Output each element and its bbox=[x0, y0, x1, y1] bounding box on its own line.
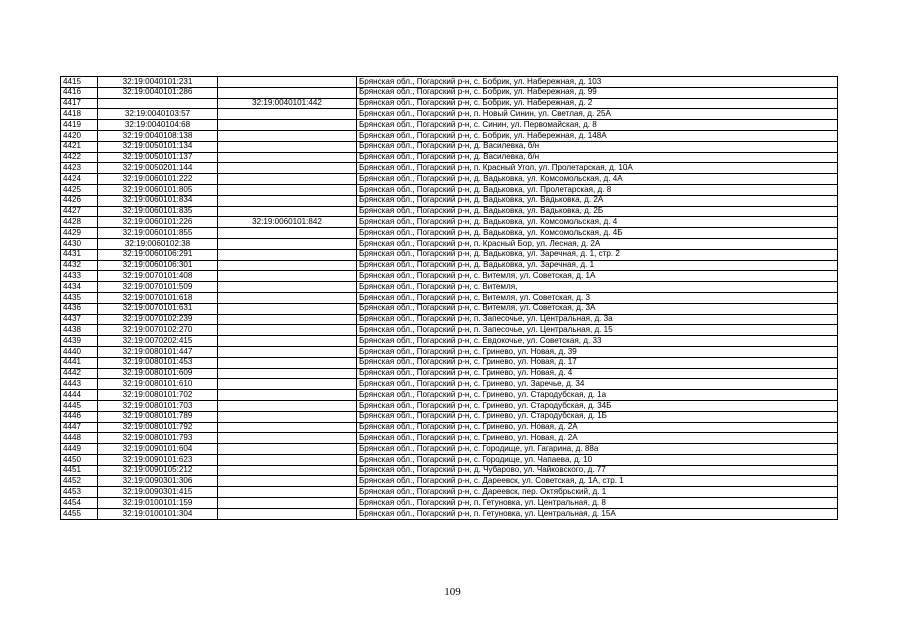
address-cell: Брянская обл., Погарский р-н, с. Синин, ул. Первомайская, д. 8 bbox=[357, 120, 838, 131]
related-cadastral-number-cell bbox=[218, 508, 357, 519]
table-row bbox=[61, 390, 838, 401]
cadastral-number-cell: 32:19:0090101:623 bbox=[98, 454, 218, 465]
record-number-cell: 4426 bbox=[61, 195, 98, 206]
record-number-cell: 4443 bbox=[61, 379, 98, 390]
record-number-cell: 4435 bbox=[61, 292, 98, 303]
cadastral-number-cell: 32:19:0060101:805 bbox=[98, 184, 218, 195]
related-cadastral-number-cell bbox=[218, 357, 357, 368]
table-row bbox=[61, 238, 838, 249]
cadastral-number-cell: 32:19:0080101:789 bbox=[98, 411, 218, 422]
address-cell: Брянская обл., Погарский р-н, д. Вадьковка, ул. Вадьковка, д. 2А bbox=[357, 195, 838, 206]
address-cell: Брянская обл., Погарский р-н, с. Бобрик, ул. Набережная, д. 2 bbox=[357, 98, 838, 109]
record-number-cell: 4415 bbox=[61, 77, 98, 88]
related-cadastral-number-cell bbox=[218, 433, 357, 444]
address-cell: Брянская обл., Погарский р-н, с. Городище, ул. Гагарина, д. 88а bbox=[357, 444, 838, 455]
record-number-cell: 4446 bbox=[61, 411, 98, 422]
table-row bbox=[61, 314, 838, 325]
record-number-cell: 4454 bbox=[61, 498, 98, 509]
address-cell: Брянская обл., Погарский р-н, с. Городище, ул. Чапаева, д. 10 bbox=[357, 454, 838, 465]
address-cell: Брянская обл., Погарский р-н, д. Чубарово, ул. Чайковского, д. 77 bbox=[357, 465, 838, 476]
record-number-cell: 4430 bbox=[61, 238, 98, 249]
cadastral-number-cell: 32:19:0080101:792 bbox=[98, 422, 218, 433]
table-row bbox=[61, 498, 838, 509]
cadastral-number-cell: 32:19:0090101:604 bbox=[98, 444, 218, 455]
table-row bbox=[61, 77, 838, 88]
table-row bbox=[61, 400, 838, 411]
related-cadastral-number-cell bbox=[218, 303, 357, 314]
page-number: 109 bbox=[444, 586, 461, 598]
cadastral-number-cell: 32:19:0060101:226 bbox=[98, 217, 218, 228]
related-cadastral-number-cell bbox=[218, 174, 357, 185]
related-cadastral-number-cell bbox=[218, 206, 357, 217]
cadastral-number-cell: 32:19:0070101:509 bbox=[98, 282, 218, 293]
address-cell: Брянская обл., Погарский р-н, с. Бобрик, ул. Набережная, д. 103 bbox=[357, 77, 838, 88]
record-number-cell: 4421 bbox=[61, 141, 98, 152]
address-cell: Брянская обл., Погарский р-н, с. Витемля, ул. Советская, д. 3А bbox=[357, 303, 838, 314]
cadastral-number-cell: 32:19:0080101:609 bbox=[98, 368, 218, 379]
cadastral-number-cell: 32:19:0090301:415 bbox=[98, 487, 218, 498]
address-cell: Брянская обл., Погарский р-н, с. Дареевск, пер. Октябрьский, д. 1 bbox=[357, 487, 838, 498]
cadastral-number-cell: 32:19:0070202:415 bbox=[98, 336, 218, 347]
related-cadastral-number-cell bbox=[218, 228, 357, 239]
record-number-cell: 4450 bbox=[61, 454, 98, 465]
record-number-cell: 4452 bbox=[61, 476, 98, 487]
record-number-cell: 4444 bbox=[61, 390, 98, 401]
related-cadastral-number-cell bbox=[218, 487, 357, 498]
table-row bbox=[61, 109, 838, 120]
cadastral-number-cell: 32:19:0060101:222 bbox=[98, 174, 218, 185]
record-number-cell: 4419 bbox=[61, 120, 98, 131]
table-row bbox=[61, 228, 838, 239]
address-cell: Брянская обл., Погарский р-н, с. Гринево, ул. Стародубская, д. 1Б bbox=[357, 411, 838, 422]
cadastral-number-cell: 32:19:0100101:159 bbox=[98, 498, 218, 509]
table-row bbox=[61, 282, 838, 293]
related-cadastral-number-cell bbox=[218, 282, 357, 293]
table-row bbox=[61, 249, 838, 260]
related-cadastral-number-cell bbox=[218, 465, 357, 476]
address-cell: Брянская обл., Погарский р-н, п. Гетуновка, ул. Центральная, д. 15А bbox=[357, 508, 838, 519]
address-cell: Брянская обл., Погарский р-н, п. Новый Синин, ул. Светлая, д. 25А bbox=[357, 109, 838, 120]
related-cadastral-number-cell bbox=[218, 476, 357, 487]
address-cell: Брянская обл., Погарский р-н, д. Вадьковка, ул. Комсомольская, д. 4 bbox=[357, 217, 838, 228]
record-number-cell: 4418 bbox=[61, 109, 98, 120]
cadastral-number-cell: 32:19:0080101:453 bbox=[98, 357, 218, 368]
related-cadastral-number-cell bbox=[218, 152, 357, 163]
address-cell: Брянская обл., Погарский р-н, д. Вадьковка, ул. Комсомольская, д. 4А bbox=[357, 174, 838, 185]
cadastral-number-cell bbox=[98, 98, 218, 109]
record-number-cell: 4424 bbox=[61, 174, 98, 185]
address-cell: Брянская обл., Погарский р-н, с. Гринево, ул. Новая, д. 4 bbox=[357, 368, 838, 379]
address-cell: Брянская обл., Погарский р-н, с. Дареевск, ул. Советская, д. 1А, стр. 1 bbox=[357, 476, 838, 487]
table-row bbox=[61, 444, 838, 455]
related-cadastral-number-cell: 32:19:0040101:442 bbox=[218, 98, 357, 109]
cadastral-number-cell: 32:19:0060101:834 bbox=[98, 195, 218, 206]
cadastral-number-cell: 32:19:0090105:212 bbox=[98, 465, 218, 476]
record-number-cell: 4423 bbox=[61, 163, 98, 174]
table-row bbox=[61, 476, 838, 487]
related-cadastral-number-cell bbox=[218, 238, 357, 249]
related-cadastral-number-cell bbox=[218, 77, 357, 88]
address-cell: Брянская обл., Погарский р-н, с. Бобрик, ул. Набережная, д. 148А bbox=[357, 130, 838, 141]
related-cadastral-number-cell bbox=[218, 87, 357, 98]
cadastral-number-cell: 32:19:0060101:855 bbox=[98, 228, 218, 239]
related-cadastral-number-cell bbox=[218, 141, 357, 152]
cadastral-number-cell: 32:19:0070101:631 bbox=[98, 303, 218, 314]
cadastral-number-cell: 32:19:0060106:301 bbox=[98, 260, 218, 271]
cadastral-number-cell: 32:19:0080101:703 bbox=[98, 400, 218, 411]
address-cell: Брянская обл., Погарский р-н, с. Гринево, ул. Новая, д. 2А bbox=[357, 422, 838, 433]
related-cadastral-number-cell bbox=[218, 249, 357, 260]
record-number-cell: 4433 bbox=[61, 271, 98, 282]
cadastral-number-cell: 32:19:0050101:134 bbox=[98, 141, 218, 152]
table-row bbox=[61, 303, 838, 314]
related-cadastral-number-cell bbox=[218, 314, 357, 325]
table-row bbox=[61, 260, 838, 271]
table-row bbox=[61, 379, 838, 390]
related-cadastral-number-cell bbox=[218, 498, 357, 509]
related-cadastral-number-cell bbox=[218, 346, 357, 357]
record-number-cell: 4416 bbox=[61, 87, 98, 98]
cadastral-number-cell: 32:19:0040108:138 bbox=[98, 130, 218, 141]
table-row bbox=[61, 87, 838, 98]
related-cadastral-number-cell bbox=[218, 368, 357, 379]
record-number-cell: 4445 bbox=[61, 400, 98, 411]
record-number-cell: 4437 bbox=[61, 314, 98, 325]
table-row bbox=[61, 508, 838, 519]
table-row bbox=[61, 411, 838, 422]
record-number-cell: 4429 bbox=[61, 228, 98, 239]
record-number-cell: 4420 bbox=[61, 130, 98, 141]
cadastral-number-cell: 32:19:0040101:286 bbox=[98, 87, 218, 98]
record-number-cell: 4422 bbox=[61, 152, 98, 163]
table-row bbox=[61, 336, 838, 347]
cadastral-number-cell: 32:19:0050101:137 bbox=[98, 152, 218, 163]
related-cadastral-number-cell bbox=[218, 292, 357, 303]
address-cell: Брянская обл., Погарский р-н, п. Красный Угол, ул. Пролетарская, д. 10А bbox=[357, 163, 838, 174]
record-number-cell: 4434 bbox=[61, 282, 98, 293]
related-cadastral-number-cell bbox=[218, 120, 357, 131]
address-cell: Брянская обл., Погарский р-н, д. Василевка, б/н bbox=[357, 152, 838, 163]
related-cadastral-number-cell bbox=[218, 130, 357, 141]
address-cell: Брянская обл., Погарский р-н, с. Гринево, ул. Новая, д. 2А bbox=[357, 433, 838, 444]
related-cadastral-number-cell bbox=[218, 163, 357, 174]
table-row bbox=[61, 433, 838, 444]
record-number-cell: 4431 bbox=[61, 249, 98, 260]
table-row bbox=[61, 152, 838, 163]
address-cell: Брянская обл., Погарский р-н, д. Василевка, б/н bbox=[357, 141, 838, 152]
related-cadastral-number-cell bbox=[218, 411, 357, 422]
cadastral-number-cell: 32:19:0060101:835 bbox=[98, 206, 218, 217]
address-cell: Брянская обл., Погарский р-н, д. Вадьковка, ул. Комсомольская, д. 4Б bbox=[357, 228, 838, 239]
related-cadastral-number-cell bbox=[218, 422, 357, 433]
record-number-cell: 4448 bbox=[61, 433, 98, 444]
record-number-cell: 4441 bbox=[61, 357, 98, 368]
table-row bbox=[61, 217, 838, 228]
record-number-cell: 4436 bbox=[61, 303, 98, 314]
table-row bbox=[61, 346, 838, 357]
cadastral-number-cell: 32:19:0040101:231 bbox=[98, 77, 218, 88]
related-cadastral-number-cell bbox=[218, 260, 357, 271]
cadastral-number-cell: 32:19:0090301:306 bbox=[98, 476, 218, 487]
address-cell: Брянская обл., Погарский р-н, с. Витемля, ул. Советская, д. 3 bbox=[357, 292, 838, 303]
address-cell: Брянская обл., Погарский р-н, с. Гринево, ул. Новая, д. 17 bbox=[357, 357, 838, 368]
record-number-cell: 4447 bbox=[61, 422, 98, 433]
address-cell: Брянская обл., Погарский р-н, д. Вадьковка, ул. Заречная, д. 1 bbox=[357, 260, 838, 271]
related-cadastral-number-cell bbox=[218, 184, 357, 195]
address-cell: Брянская обл., Погарский р-н, д. Вадьковка, ул. Заречная, д. 1, стр. 2 bbox=[357, 249, 838, 260]
record-number-cell: 4439 bbox=[61, 336, 98, 347]
related-cadastral-number-cell: 32:19:0060101:842 bbox=[218, 217, 357, 228]
record-number-cell: 4432 bbox=[61, 260, 98, 271]
cadastral-number-cell: 32:19:0070101:408 bbox=[98, 271, 218, 282]
table-row bbox=[61, 422, 838, 433]
record-number-cell: 4440 bbox=[61, 346, 98, 357]
table-row bbox=[61, 174, 838, 185]
cadastral-number-cell: 32:19:0060102:38 bbox=[98, 238, 218, 249]
table-row bbox=[61, 120, 838, 131]
address-cell: Брянская обл., Погарский р-н, д. Вадьковка, ул. Вадьковка, д. 2Б bbox=[357, 206, 838, 217]
register-table-body bbox=[61, 77, 838, 520]
related-cadastral-number-cell bbox=[218, 390, 357, 401]
property-register-table bbox=[60, 76, 838, 520]
table-row bbox=[61, 195, 838, 206]
table-row bbox=[61, 130, 838, 141]
record-number-cell: 4428 bbox=[61, 217, 98, 228]
record-number-cell: 4453 bbox=[61, 487, 98, 498]
cadastral-number-cell: 32:19:0080101:702 bbox=[98, 390, 218, 401]
table-row bbox=[61, 465, 838, 476]
record-number-cell: 4451 bbox=[61, 465, 98, 476]
related-cadastral-number-cell bbox=[218, 400, 357, 411]
cadastral-number-cell: 32:19:0070101:618 bbox=[98, 292, 218, 303]
address-cell: Брянская обл., Погарский р-н, с. Бобрик, ул. Набережная, д. 99 bbox=[357, 87, 838, 98]
related-cadastral-number-cell bbox=[218, 271, 357, 282]
address-cell: Брянская обл., Погарский р-н, с. Гринево, ул. Стародубская, д. 34Б bbox=[357, 400, 838, 411]
cadastral-number-cell: 32:19:0100101:304 bbox=[98, 508, 218, 519]
related-cadastral-number-cell bbox=[218, 109, 357, 120]
table-row bbox=[61, 357, 838, 368]
cadastral-number-cell: 32:19:0050201:144 bbox=[98, 163, 218, 174]
record-number-cell: 4449 bbox=[61, 444, 98, 455]
table-row bbox=[61, 206, 838, 217]
cadastral-number-cell: 32:19:0070102:270 bbox=[98, 325, 218, 336]
related-cadastral-number-cell bbox=[218, 195, 357, 206]
cadastral-number-cell: 32:19:0070102:239 bbox=[98, 314, 218, 325]
table-row bbox=[61, 163, 838, 174]
related-cadastral-number-cell bbox=[218, 336, 357, 347]
table-row bbox=[61, 292, 838, 303]
address-cell: Брянская обл., Погарский р-н, с. Гринево, ул. Стародубская, д. 1а bbox=[357, 390, 838, 401]
related-cadastral-number-cell bbox=[218, 454, 357, 465]
address-cell: Брянская обл., Погарский р-н, п. Гетуновка, ул. Центральная, д. 8 bbox=[357, 498, 838, 509]
address-cell: Брянская обл., Погарский р-н, с. Витемля, bbox=[357, 282, 838, 293]
record-number-cell: 4442 bbox=[61, 368, 98, 379]
record-number-cell: 4417 bbox=[61, 98, 98, 109]
table-row bbox=[61, 325, 838, 336]
table-row bbox=[61, 368, 838, 379]
address-cell: Брянская обл., Погарский р-н, д. Вадьковка, ул. Пролетарская, д. 8 bbox=[357, 184, 838, 195]
table-row bbox=[61, 141, 838, 152]
address-cell: Брянская обл., Погарский р-н, с. Евдокочье, ул. Советская, д. 33 bbox=[357, 336, 838, 347]
related-cadastral-number-cell bbox=[218, 325, 357, 336]
table-row bbox=[61, 454, 838, 465]
cadastral-number-cell: 32:19:0040104:68 bbox=[98, 120, 218, 131]
cadastral-number-cell: 32:19:0060106:291 bbox=[98, 249, 218, 260]
address-cell: Брянская обл., Погарский р-н, п. Запесочье, ул. Центральная, д. 15 bbox=[357, 325, 838, 336]
related-cadastral-number-cell bbox=[218, 444, 357, 455]
cadastral-number-cell: 32:19:0080101:447 bbox=[98, 346, 218, 357]
table-row bbox=[61, 487, 838, 498]
related-cadastral-number-cell bbox=[218, 379, 357, 390]
cadastral-number-cell: 32:19:0040103:57 bbox=[98, 109, 218, 120]
address-cell: Брянская обл., Погарский р-н, п. Запесочье, ул. Центральная, д. 3а bbox=[357, 314, 838, 325]
table-row bbox=[61, 271, 838, 282]
record-number-cell: 4425 bbox=[61, 184, 98, 195]
cadastral-number-cell: 32:19:0080101:793 bbox=[98, 433, 218, 444]
record-number-cell: 4455 bbox=[61, 508, 98, 519]
table-row bbox=[61, 98, 838, 109]
address-cell: Брянская обл., Погарский р-н, с. Гринево, ул. Заречье, д. 34 bbox=[357, 379, 838, 390]
cadastral-number-cell: 32:19:0080101:610 bbox=[98, 379, 218, 390]
table-row bbox=[61, 184, 838, 195]
address-cell: Брянская обл., Погарский р-н, с. Витемля, ул. Советская, д. 1А bbox=[357, 271, 838, 282]
address-cell: Брянская обл., Погарский р-н, с. Гринево, ул. Новая, д. 39 bbox=[357, 346, 838, 357]
record-number-cell: 4427 bbox=[61, 206, 98, 217]
record-number-cell: 4438 bbox=[61, 325, 98, 336]
address-cell: Брянская обл., Погарский р-н, п. Красный Бор, ул. Лесная, д. 2А bbox=[357, 238, 838, 249]
